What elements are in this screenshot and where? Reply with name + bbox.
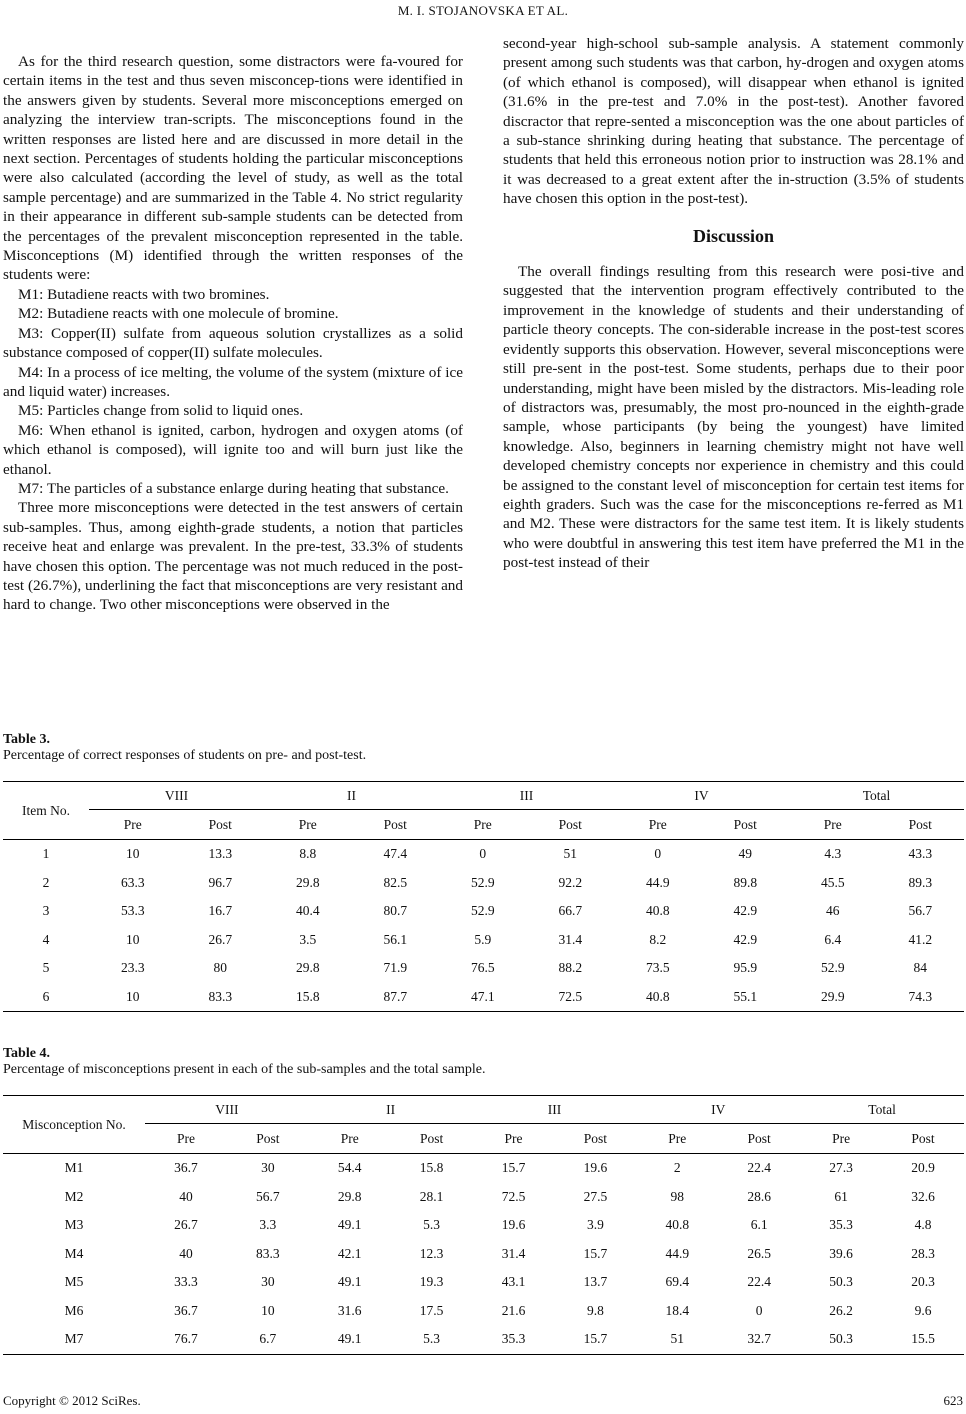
- table-cell: 49.1: [337, 1274, 362, 1290]
- table-cell: 5.9: [474, 931, 492, 947]
- sub-header: Pre: [789, 810, 877, 840]
- table-cell: 41.2: [908, 931, 933, 947]
- table-cell: 13.3: [208, 846, 233, 862]
- table-cell: 56.1: [383, 931, 408, 947]
- table-row: [3, 1297, 964, 1326]
- table-cell: 26.7: [174, 1217, 198, 1233]
- table-cell: 80: [213, 960, 227, 976]
- table-cell: 8.2: [649, 931, 667, 947]
- table-cell: 71.9: [383, 960, 408, 976]
- sub-header: Post: [227, 1124, 309, 1154]
- table-cell: 0: [479, 846, 487, 862]
- table-cell: 10: [126, 931, 140, 947]
- copyright-notice: Copyright © 2012 SciRes.: [3, 1393, 141, 1408]
- group-header: Total: [789, 782, 964, 810]
- table-cell: 6.4: [824, 931, 842, 947]
- sub-header: Pre: [309, 1124, 391, 1154]
- table-cell: 6.1: [750, 1217, 768, 1233]
- table-cell: 31.6: [337, 1302, 362, 1318]
- table-cell: 13.7: [583, 1274, 608, 1290]
- table-3-block: [3, 732, 964, 1012]
- table-cell: 47.1: [439, 983, 527, 1012]
- table-cell: 54.4: [337, 1160, 362, 1176]
- table-cell: 15.5: [882, 1325, 964, 1354]
- table-cell: 98: [670, 1188, 685, 1204]
- row-label-cell: M5: [64, 1274, 84, 1290]
- table-cell: 89.3: [908, 874, 933, 890]
- sub-header: Post: [554, 1124, 636, 1154]
- table-cell: 18.4: [665, 1302, 690, 1318]
- sub-header: Post: [702, 810, 790, 840]
- table-cell: 15.7: [554, 1325, 636, 1354]
- row-label-cell: 3: [42, 903, 50, 919]
- sub-header: Post: [527, 810, 615, 840]
- sub-header: Pre: [89, 810, 177, 840]
- running-head: M. I. STOJANOVSKA ET AL.: [397, 3, 569, 18]
- table-cell: 22.4: [747, 1274, 771, 1290]
- table-cell: 39.6: [829, 1245, 853, 1261]
- table-cell: 3.3: [259, 1217, 277, 1233]
- table-cell: 15.8: [419, 1160, 444, 1176]
- table-row: [3, 897, 964, 926]
- table-cell: 9.6: [914, 1302, 932, 1318]
- table-cell: 51: [636, 1325, 718, 1354]
- paragraph: The overall findings resulting from this research were posi-tive and suggested that the intervention program effectively contributed to the improvement in the knowledge of students and their understanding of particle theory concepts. The con-siderable increase in the post-test scores evidently supports this observation. However, several misconceptions were still pre-sent in the post-test. Some students, perhaps due to their poor understanding, might have been misled by the distractors. Mis-leading role of distractors was, presumably, the most pro-nounced in the eighth-grade sample, whose participants (by being the youngest) have limited knowledge. Also, beginners in learning chemistry might not have well developed chemistry concepts nor experience in chemistry and this could be assigned to the constant level of misconception for certain test items for eighth graders. Such was the case for the misconceptions re-ferred as M1 and M2. These were distractors for the same test item. It is likely students who were doubtful in answering this test item have preferred the M1 in the post-test instead of their: [503, 263, 964, 572]
- table-cell: 2: [673, 1160, 681, 1176]
- table-caption: Percentage of correct responses of students on pre- and post-test.: [3, 748, 367, 763]
- table-row: [3, 869, 964, 898]
- table-label: Table 3.: [3, 732, 50, 747]
- table-cell: 52.9: [470, 874, 495, 890]
- table-cell: 5.3: [391, 1325, 473, 1354]
- table-cell: 40.4: [295, 903, 320, 919]
- table-cell: 31.4: [501, 1245, 526, 1261]
- table-cell: 26.7: [208, 931, 233, 947]
- table-cell: 87.7: [352, 983, 440, 1012]
- table-3: [3, 781, 964, 1012]
- sub-header: Pre: [439, 810, 527, 840]
- table-cell: 30: [261, 1160, 275, 1176]
- table-cell: 69.4: [665, 1274, 690, 1290]
- table-cell: 82.5: [383, 874, 408, 890]
- paragraph: Three more misconceptions were detected in the test answers of certain sub-samples. Thus, among eighth-grade students, a notion that particles receive heat and enlarge was prevalent. In the pre-test, 33.3% of students have chosen this option. The percentage was not much reduced in the post-test (26.7%), underlining the fact that misconceptions are very resistant and hard to change. Two other misconceptions were observed in the: [3, 499, 463, 614]
- table-row: [3, 1325, 964, 1354]
- table-row: [3, 954, 964, 983]
- table-cell: 40: [179, 1188, 193, 1204]
- table-cell: 53.3: [120, 903, 145, 919]
- table-cell: 17.5: [419, 1302, 444, 1318]
- table-cell: 61: [834, 1188, 848, 1204]
- table-cell: 52.9: [820, 960, 845, 976]
- table-cell: 49: [738, 846, 752, 862]
- table-cell: 56.7: [256, 1188, 280, 1204]
- row-label-cell: M2: [64, 1188, 84, 1204]
- sub-header: Post: [352, 810, 440, 840]
- table-cell: 36.7: [174, 1160, 198, 1176]
- table-cell: 50.3: [800, 1325, 882, 1354]
- table-row: [3, 1268, 964, 1297]
- table-cell: 42.9: [733, 931, 758, 947]
- table-cell: 66.7: [558, 903, 583, 919]
- page-number: 623: [943, 1393, 963, 1408]
- table-cell: 72.5: [501, 1188, 526, 1204]
- table-cell: 55.1: [702, 983, 790, 1012]
- misconception-m4: M4: In a process of ice melting, the volume of the system (mixture of ice and liquid water) increases.: [3, 363, 463, 400]
- table-cell: 47.4: [383, 846, 408, 862]
- group-header: VIII: [89, 782, 264, 810]
- table-caption: Percentage of misconceptions present in each of the sub-samples and the total sample.: [3, 1062, 486, 1077]
- column-header: Misconception No.: [3, 1096, 145, 1154]
- table-row: [3, 1154, 964, 1183]
- table-cell: 21.6: [501, 1302, 526, 1318]
- row-label-cell: 1: [42, 846, 50, 862]
- group-header: II: [309, 1096, 473, 1124]
- table-cell: 10: [261, 1302, 275, 1318]
- table-cell: 10: [126, 846, 140, 862]
- table-cell: 49.1: [337, 1217, 362, 1233]
- row-label-cell: M7: [3, 1325, 145, 1354]
- sub-header: Pre: [800, 1124, 882, 1154]
- table-cell: 43.1: [501, 1274, 526, 1290]
- table-cell: 36.7: [174, 1302, 198, 1318]
- table-cell: 29.9: [789, 983, 877, 1012]
- table-row: [3, 840, 964, 869]
- table-cell: 63.3: [120, 874, 145, 890]
- table-cell: 27.3: [829, 1160, 853, 1176]
- table-body: [3, 840, 964, 1012]
- row-label-cell: M3: [64, 1217, 84, 1233]
- table-cell: 52.9: [470, 903, 495, 919]
- sub-header: Pre: [264, 810, 352, 840]
- misconception-m7: M7: The particles of a substance enlarge during heating that substance.: [18, 479, 449, 497]
- table-cell: 42.9: [733, 903, 758, 919]
- table-cell: 95.9: [733, 960, 758, 976]
- right-column: [503, 34, 964, 573]
- table-cell: 56.7: [908, 903, 933, 919]
- table-cell: 51: [563, 846, 577, 862]
- table-cell: 50.3: [829, 1274, 853, 1290]
- table-cell: 15.7: [583, 1245, 608, 1261]
- row-label-cell: 4: [42, 931, 50, 947]
- table-cell: 29.8: [295, 874, 320, 890]
- table-row: [3, 926, 964, 955]
- group-header: III: [439, 782, 614, 810]
- table-cell: 0: [755, 1302, 763, 1318]
- table-row: [3, 983, 964, 1012]
- table-cell: 27.5: [583, 1188, 608, 1204]
- group-header: VIII: [145, 1096, 309, 1124]
- table-cell: 40.8: [645, 903, 670, 919]
- table-4-block: [3, 1046, 964, 1355]
- table-cell: 19.3: [419, 1274, 444, 1290]
- table-cell: 96.7: [208, 874, 233, 890]
- table-cell: 29.8: [337, 1188, 362, 1204]
- table-cell: 80.7: [383, 903, 408, 919]
- group-header: II: [264, 782, 439, 810]
- table-cell: 40.8: [614, 983, 702, 1012]
- section-heading: Discussion: [692, 225, 775, 246]
- row-label-cell: M1: [64, 1160, 84, 1176]
- table-cell: 23.3: [120, 960, 145, 976]
- table-cell: 28.1: [419, 1188, 444, 1204]
- paragraph: second-year high-school sub-sample analysis. A statement commonly present among such students was that carbon, hy-drogen and oxygen atoms (of which ethanol is composed), will disappear when ethanol is ignited (31.6% in the pre-test and 7.0% in the post-test). Another favored discractor that repre-sented a misconception was the one about particles of a sub-stance shrinking during heating that substance. The percentage of students that held this erroneous notion prior to instruction was 28.1% and it was decreased to a great extent after the in-struction (3.5% of students have chosen this option in the post-test).: [503, 35, 964, 208]
- sub-header: Pre: [614, 810, 702, 840]
- table-cell: 76.5: [470, 960, 495, 976]
- table-label: Table 4.: [3, 1046, 50, 1061]
- table-cell: 32.6: [911, 1188, 935, 1204]
- table-cell: 84: [913, 960, 927, 976]
- table-cell: 35.3: [473, 1325, 555, 1354]
- group-header: III: [473, 1096, 637, 1124]
- table-cell: 28.3: [911, 1245, 935, 1261]
- column-header: Item No.: [3, 782, 89, 840]
- table-cell: 32.7: [718, 1325, 800, 1354]
- table-cell: 29.8: [295, 960, 320, 976]
- table-cell: 4.3: [824, 846, 842, 862]
- sub-header: Post: [177, 810, 265, 840]
- row-label-cell: M4: [64, 1245, 84, 1261]
- row-label-cell: 2: [42, 874, 50, 890]
- sub-header: Pre: [636, 1124, 718, 1154]
- misconception-m2: M2: Butadiene reacts with one molecule of bromine.: [18, 305, 339, 323]
- table-4: [3, 1095, 964, 1355]
- table-cell: 26.5: [747, 1245, 771, 1261]
- row-label-cell: 6: [3, 983, 89, 1012]
- table-cell: 28.6: [747, 1188, 771, 1204]
- table-cell: 15.8: [264, 983, 352, 1012]
- table-cell: 31.4: [558, 931, 583, 947]
- table-cell: 46: [826, 903, 840, 919]
- table-cell: 22.4: [747, 1160, 771, 1176]
- table-cell: 42.1: [337, 1245, 362, 1261]
- row-label-cell: 5: [42, 960, 50, 976]
- table-cell: 0: [654, 846, 662, 862]
- table-cell: 40: [179, 1245, 193, 1261]
- table-cell: 92.2: [558, 874, 583, 890]
- table-cell: 3.5: [299, 931, 317, 947]
- table-body: [3, 1154, 964, 1355]
- group-header: Total: [800, 1096, 964, 1124]
- table-cell: 9.8: [586, 1302, 604, 1318]
- table-cell: 44.9: [645, 874, 670, 890]
- left-column: [3, 52, 463, 615]
- table-cell: 3.9: [586, 1217, 604, 1233]
- misconception-m3: M3: Copper(II) sulfate from aqueous solution crystallizes as a solid substance composed of copper(II) sulfate molecules.: [3, 324, 463, 362]
- table-cell: 10: [89, 983, 177, 1012]
- table-cell: 40.8: [665, 1217, 690, 1233]
- table-cell: 88.2: [558, 960, 583, 976]
- table-cell: 6.7: [227, 1325, 309, 1354]
- table-cell: 45.5: [820, 874, 845, 890]
- misconception-m6: M6: When ethanol is ignited, carbon, hydrogen and oxygen atoms (of which ethanol is composed), will ignite too and will burn just like the ethanol.: [3, 421, 463, 478]
- table-cell: 12.3: [419, 1245, 444, 1261]
- table-cell: 8.8: [299, 846, 317, 862]
- table-cell: 44.9: [665, 1245, 690, 1261]
- table-cell: 72.5: [527, 983, 615, 1012]
- table-cell: 4.8: [914, 1217, 932, 1233]
- sub-header: Post: [882, 1124, 964, 1154]
- table-cell: 20.9: [911, 1160, 935, 1176]
- table-row: [3, 1240, 964, 1269]
- table-cell: 83.3: [256, 1245, 280, 1261]
- table-cell: 43.3: [908, 846, 933, 862]
- table-cell: 76.7: [145, 1325, 227, 1354]
- table-cell: 19.6: [501, 1217, 526, 1233]
- misconception-m5: M5: Particles change from solid to liquid ones.: [18, 402, 304, 420]
- table-cell: 5.3: [423, 1217, 441, 1233]
- table-cell: 20.3: [911, 1274, 935, 1290]
- table-cell: 89.8: [733, 874, 758, 890]
- table-cell: 15.7: [501, 1160, 526, 1176]
- group-header: IV: [636, 1096, 800, 1124]
- sub-header: Post: [718, 1124, 800, 1154]
- sub-header: Pre: [145, 1124, 227, 1154]
- misconception-m1: M1: Butadiene reacts with two bromines.: [18, 285, 270, 303]
- table-cell: 19.6: [583, 1160, 608, 1176]
- sub-header: Post: [391, 1124, 473, 1154]
- group-header: IV: [614, 782, 789, 810]
- table-cell: 35.3: [829, 1217, 853, 1233]
- row-label-cell: M6: [64, 1302, 84, 1318]
- table-cell: 83.3: [177, 983, 265, 1012]
- sub-header: Post: [877, 810, 965, 840]
- table-row: [3, 1211, 964, 1240]
- table-cell: 73.5: [645, 960, 670, 976]
- table-cell: 74.3: [877, 983, 965, 1012]
- table-cell: 33.3: [174, 1274, 198, 1290]
- table-cell: 49.1: [309, 1325, 391, 1354]
- table-cell: 16.7: [208, 903, 233, 919]
- table-row: [3, 1183, 964, 1212]
- table-cell: 26.2: [829, 1302, 853, 1318]
- paragraph: As for the third research question, some distractors were fa-voured for certain items in the test and thus seven misconcep-tions were identified in the answers given by students. Several more misconceptions emerged on analyzing the interview tran-scripts. The misconceptions found in the written responses are listed here and are discussed in more detail in the next section. Percentages of students holding the particular misconceptions were also calculated (according the level of study, as well as the total sample percentage) and are summarized in the Table 4. No strict regularity in their appearance in different sub-sample students can be detected from the percentages of the prevalent misconception represented in the table. Misconceptions (M) identified through the written responses of the students were:: [3, 53, 463, 284]
- table-cell: 30: [261, 1274, 275, 1290]
- sub-header: Pre: [473, 1124, 555, 1154]
